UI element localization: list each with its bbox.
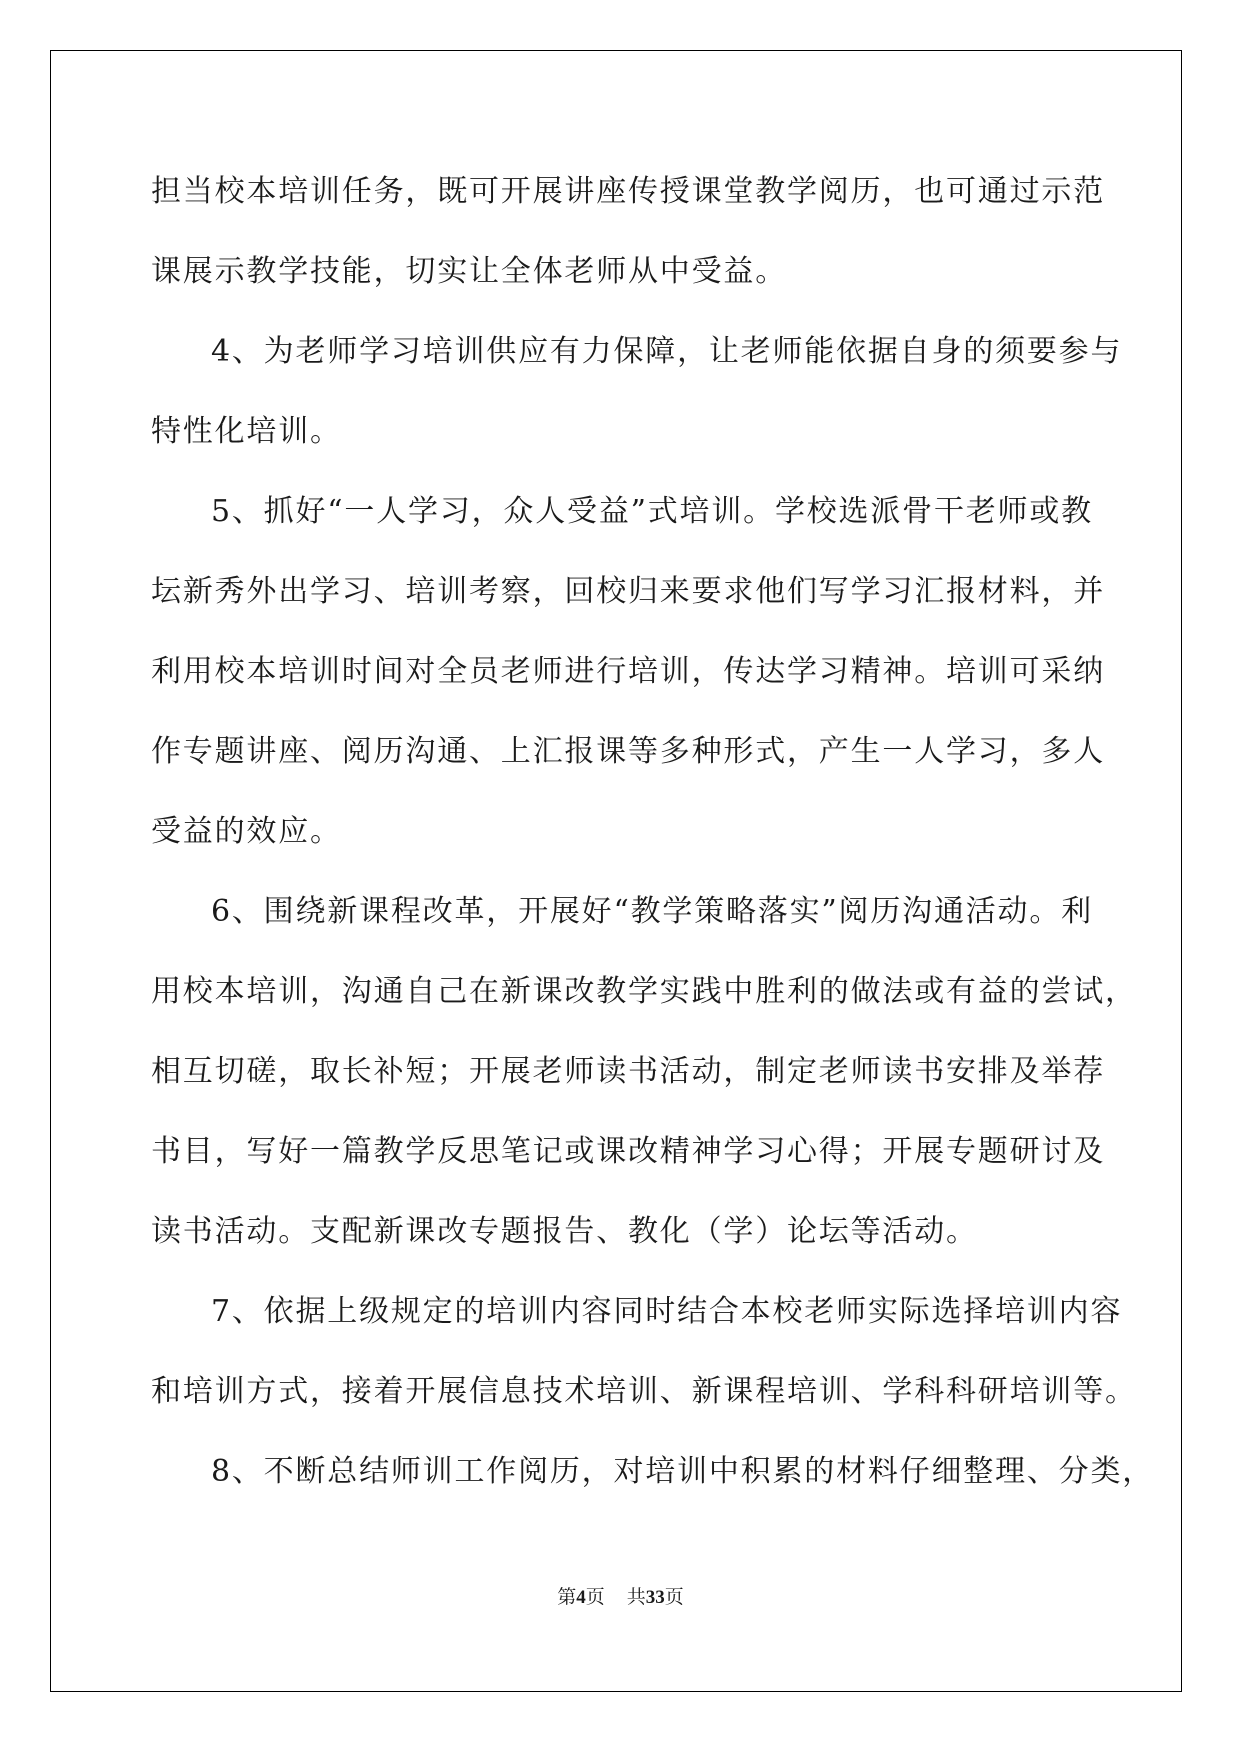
text-line: 和培训方式，接着开展信息技术培训、新课程培训、学科科研培训等。 (151, 1374, 1137, 1409)
text-line: 5、抓好“一人学习，众人受益”式培训。学校选派骨干老师或教 (211, 494, 1093, 529)
text-line: 坛新秀外出学习、培训考察，回校归来要求他们写学习汇报材料，并 (151, 574, 1105, 609)
page-border (50, 50, 1182, 1692)
text-line: 6、围绕新课程改革，开展好“教学策略落实”阅历沟通活动。利 (211, 894, 1093, 929)
total-pages: 33 (645, 1587, 665, 1608)
text-line: 用校本培训，沟通自己在新课改教学实践中胜利的做法或有益的尝试， (151, 974, 1137, 1009)
text-line: 受益的效应。 (151, 814, 342, 849)
text-line: 相互切磋，取长补短；开展老师读书活动，制定老师读书安排及举荐 (151, 1054, 1105, 1089)
text-line: 4、为老师学习培训供应有力保障，让老师能依据自身的须要参与 (211, 334, 1123, 369)
text-line: 课展示教学技能，切实让全体老师从中受益。 (151, 254, 787, 289)
text-line: 特性化培训。 (151, 414, 342, 449)
text-line: 担当校本培训任务，既可开展讲座传授课堂教学阅历，也可通过示范 (151, 174, 1105, 209)
text-line: 7、依据上级规定的培训内容同时结合本校老师实际选择培训内容 (211, 1294, 1123, 1329)
text-line: 作专题讲座、阅历沟通、上汇报课等多种形式，产生一人学习，多人 (151, 734, 1105, 769)
page-suffix: 页 (585, 1586, 605, 1608)
page-number: 4 (576, 1587, 586, 1608)
text-line: 8、不断总结师训工作阅历，对培训中积累的材料仔细整理、分类， (211, 1454, 1155, 1489)
total-prefix: 共 (626, 1586, 646, 1608)
text-line: 书目，写好一篇教学反思笔记或课改精神学习心得；开展专题研讨及 (151, 1134, 1105, 1169)
text-line: 利用校本培训时间对全员老师进行培训，传达学习精神。培训可采纳 (151, 654, 1105, 689)
page-prefix: 第 (557, 1586, 577, 1608)
text-line: 读书活动。支配新课改专题报告、教化（学）论坛等活动。 (151, 1214, 978, 1249)
total-suffix: 页 (664, 1586, 684, 1608)
page-footer (0, 1582, 1241, 1609)
